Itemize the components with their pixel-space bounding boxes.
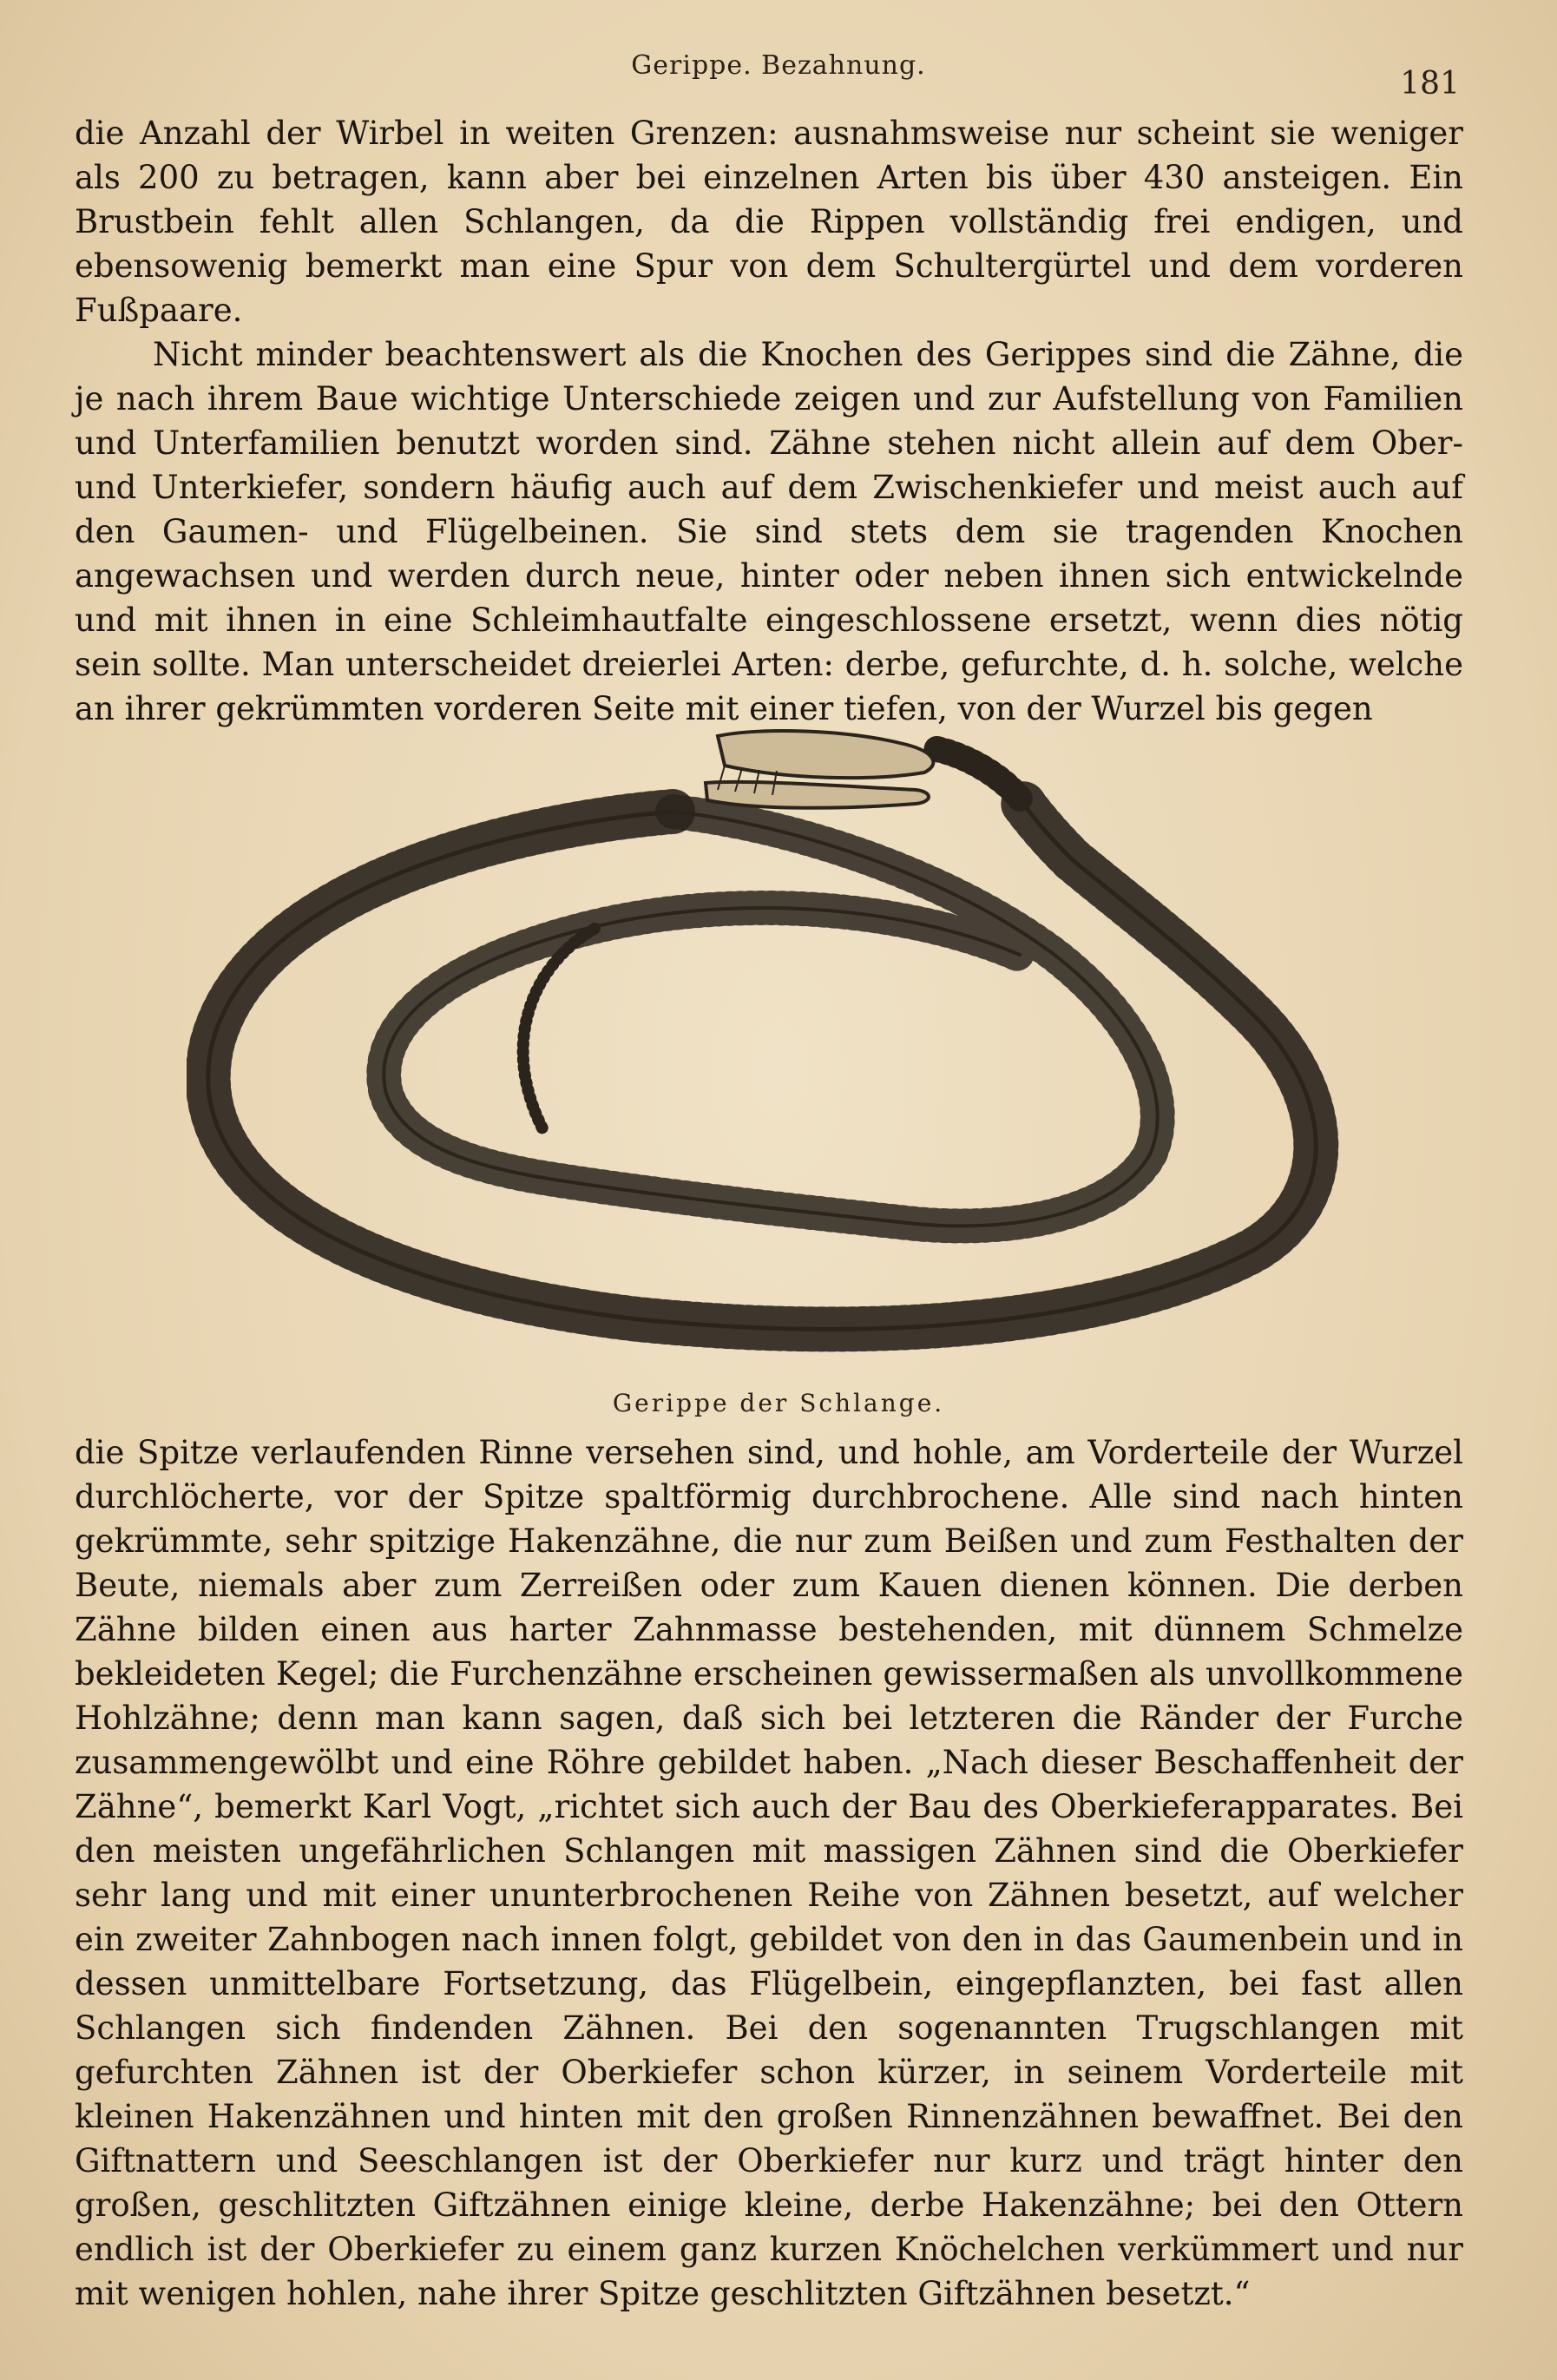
page-number: 181: [1400, 66, 1460, 102]
text-block-bottom: [75, 1430, 1463, 2316]
running-header: Gerippe. Bezahnung.: [631, 50, 926, 81]
paragraph: die Anzahl der Wirbel in weiten Grenzen: ausnahmsweise nur scheint sie weniger als 200 zu betragen, kann aber bei einzelnen Arten bis über 430 ansteigen. Ein Brustbein fehlt allen Schlangen, da die Rippen vollständig frei endigen, und ebensowenig bemerkt man eine Spur von dem Schultergürtel und dem vorderen Fußpaare.: [75, 115, 1463, 329]
text-block-top: [75, 111, 1463, 731]
figure-caption: Gerippe der Schlange.: [612, 1389, 945, 1417]
paragraph: die Spitze verlaufenden Rinne versehen sind, und hohle, am Vorderteile der Wurzel durchlöcherte, vor der Spitze spaltförmig durchbrochene. Alle sind nach hinten gekrümmte, sehr spitzige Hakenzähne, die nur zum Beißen und zum Festhalten der Beute, niemals aber zum Zerreißen oder zum Kauen dienen können. Die derben Zähne bilden einen aus harter Zahnmasse bestehenden, mit dünnem Schmelze bekleideten Kegel; die Furchenzähne erscheinen gewissermaßen als unvollkommene Hohlzähne; denn man kann sagen, daß sich bei letzteren die Ränder der Furche zusammengewölbt und eine Röhre gebildet haben. „Nach dieser Beschaffenheit der Zähne“, bemerkt Karl Vogt, „richtet sich auch der Bau des Oberkieferapparates. Bei den meisten ungefährlichen Schlangen mit massigen Zähnen sind die Oberkiefer sehr lang und mit einer ununterbrochenen Reihe von Zähnen besetzt, auf welcher ein zweiter Zahnbogen nach innen folgt, gebildet von den in das Gaumenbein und in dessen unmittelbare Fortsetzung, das Flügelbein, eingepflanzten, bei fast allen Schlangen sich findenden Zähnen. Bei den sogenannten Trugschlangen mit gefurchten Zähnen ist der Oberkiefer schon kürzer, in seinem Vorderteile mit kleinen Hakenzähnen und hinten mit den großen Rinnenzähnen bewaffnet. Bei den Giftnattern und Seeschlangen ist der Oberkiefer nur kurz und trägt hinter den großen, geschlitzten Giftzähnen einige kleine, derbe Hakenzähne; bei den Ottern endlich ist der Oberkiefer zu einem ganz kurzen Knöchelchen verkümmert und nur mit wenigen hohlen, nahe ihrer Spitze geschlitzten Giftzähnen besetzt.“: [75, 1434, 1463, 2312]
paragraph: Nicht minder beachtenswert als die Knochen des Gerippes sind die Zähne, die je nach ihrem Baue wichtige Unterschiede zeigen und zur Aufstellung von Familien und Unterfamilien benutzt worden sind. Zähne stehen nicht allein auf dem Ober- und Unterkiefer, sondern häufig auch auf dem Zwischenkiefer und meist auch auf den Gaumen- und Flügelbeinen. Sie sind stets dem sie tragenden Knochen angewachsen und werden durch neue, hinter oder neben ihnen sich entwickelnde und mit ihnen in eine Schleimhautfalte eingeschlossene ersetzt, wenn dies nötig sein sollte. Man unterscheidet dreierlei Arten: derbe, gefurchte, d. h. solche, welche an ihrer gekrümmten vorderen Seite mit einer tiefen, von der Wurzel bis gegen: [75, 336, 1463, 727]
snake-skeleton-illustration: [187, 729, 1367, 1367]
skull: [706, 731, 933, 808]
